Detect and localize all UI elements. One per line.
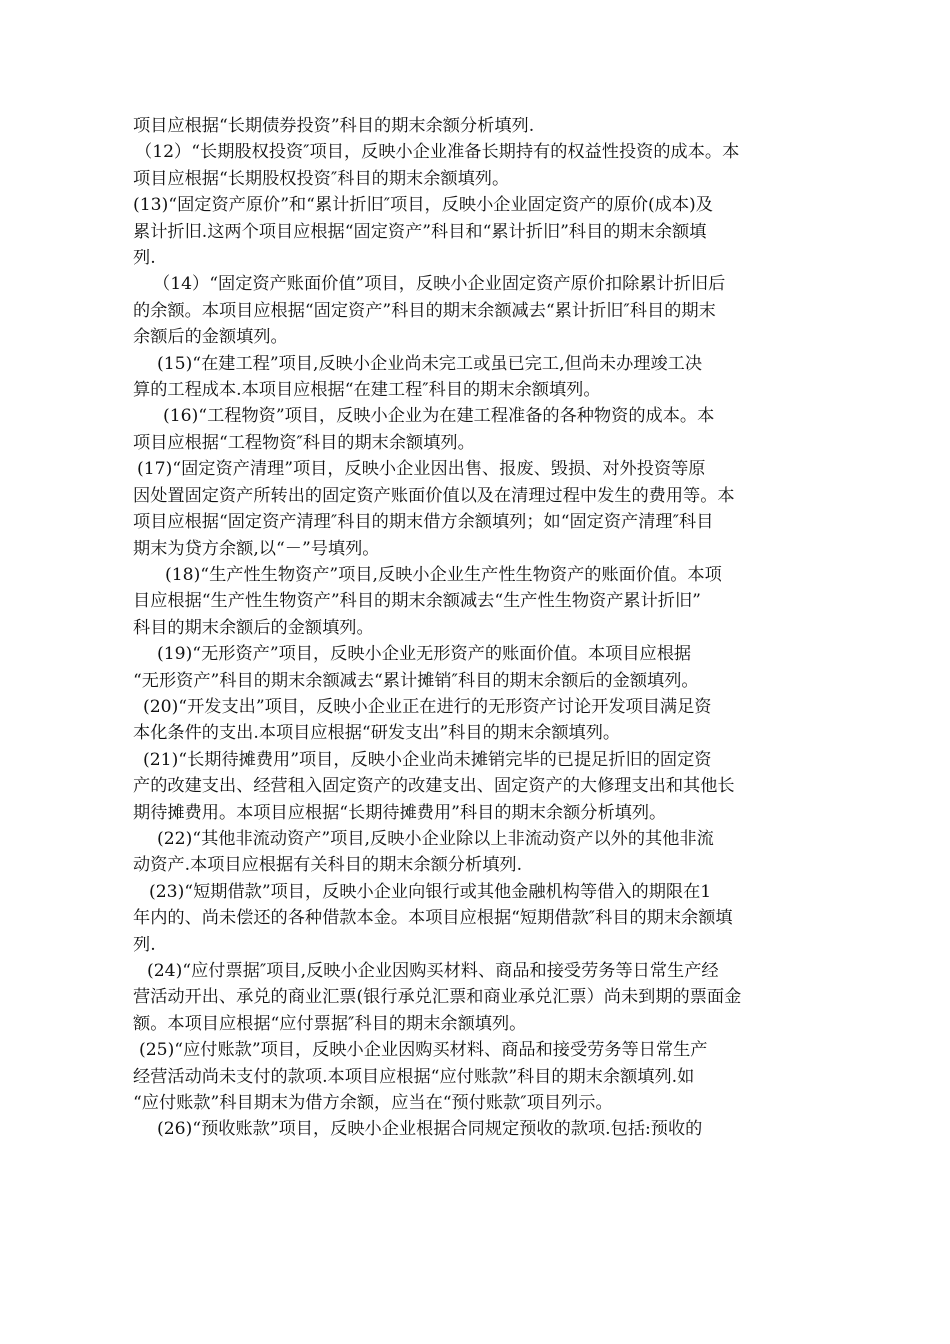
text-line: (17)“固定资产清理”项目，反映小企业因出售、报废、毁损、对外投资等原 xyxy=(137,459,706,480)
text-line: (15)“在建工程”项目,反映小企业尚未完工或虽已完工,但尚未办理竣工决 xyxy=(157,353,703,374)
text-line: 本化条件的支出.本项目应根据“研发支出”科目的期末余额填列。 xyxy=(133,723,621,744)
text-line: 动资产.本项目应根据有关科目的期末余额分析填列. xyxy=(133,855,523,876)
text-line: 年内的、尚未偿还的各种借款本金。本项目应根据“短期借款″科目的期末余额填 xyxy=(133,908,733,929)
paragraph xyxy=(133,139,818,192)
paragraph xyxy=(133,403,818,456)
text-line: 项目应根据“长期股权投资″科目的期末余额填列。 xyxy=(133,168,510,189)
text-line: (26)“预收账款”项目，反映小企业根据合同规定预收的款项.包括:预收的 xyxy=(157,1119,703,1140)
paragraph xyxy=(133,1037,818,1116)
paragraph xyxy=(133,1116,818,1142)
paragraph xyxy=(133,641,818,694)
paragraph xyxy=(133,271,818,350)
paragraph xyxy=(133,113,818,139)
text-line: 额。本项目应根据“应付票据″科目的期末余额填列。 xyxy=(133,1013,527,1034)
text-line: （14）“固定资产账面价值”项目，反映小企业固定资产原价扣除累计折旧后 xyxy=(153,274,726,295)
paragraph xyxy=(133,694,818,747)
text-line: (19)“无形资产”项目，反映小企业无形资产的账面价值。本项目应根据 xyxy=(157,644,692,665)
paragraph xyxy=(133,826,818,879)
text-line: 产的改建支出、经营租入固定资产的改建支出、固定资产的大修理支出和其他长 xyxy=(133,776,735,797)
text-line: 项目应根据“工程物资″科目的期末余额填列。 xyxy=(133,432,475,453)
document-body xyxy=(133,113,818,1143)
text-line: 期末为贷方余额,以“－”号填列。 xyxy=(133,538,380,559)
text-line: 期待摊费用。本项目应根据“长期待摊费用”科目的期末余额分析填列。 xyxy=(133,802,667,823)
text-line: 列. xyxy=(133,934,156,955)
paragraph xyxy=(133,958,818,1037)
paragraph xyxy=(133,192,818,271)
text-line: 余额后的金额填列。 xyxy=(133,327,288,348)
text-line: 目应根据“生产性生物资产”科目的期末余额减去“生产性生物资产累计折旧” xyxy=(133,591,701,612)
paragraph xyxy=(133,562,818,641)
text-line: (24)“应付票据″项目,反映小企业因购买材料、商品和接受劳务等日常生产经 xyxy=(147,961,719,981)
text-line: 的余额。本项目应根据“固定资产”科目的期末余额减去“累计折旧″科目的期末 xyxy=(133,300,716,321)
paragraph xyxy=(133,351,818,404)
paragraph xyxy=(133,747,818,826)
paragraph xyxy=(133,456,818,562)
text-line: 因处置固定资产所转出的固定资产账面价值以及在清理过程中发生的费用等。本 xyxy=(133,485,735,506)
text-line: (18)“生产性生物资产”项目,反映小企业生产性生物资产的账面价值。本项 xyxy=(165,564,722,585)
text-line: (20)“开发支出”项目，反映小企业正在进行的无形资产讨论开发项目满足资 xyxy=(143,696,712,717)
text-line: (21)“长期待摊费用”项目，反映小企业尚未摊销完毕的已提足折旧的固定资 xyxy=(143,749,712,770)
text-line: (22)“其他非流动资产”项目,反映小企业除以上非流动资产以外的其他非流 xyxy=(157,828,714,849)
text-line: 项目应根据“长期债券投资”科目的期末余额分析填列. xyxy=(133,116,535,136)
text-line: 列. xyxy=(133,248,156,269)
text-line: 项目应根据“固定资产清理″科目的期末借方余额填列；如“固定资产清理″科目 xyxy=(133,512,714,533)
text-line: (16)“工程物资”项目，反映小企业为在建工程准备的各种物资的成本。本 xyxy=(163,406,715,427)
text-line: 累计折旧.这两个项目应根据“固定资产”科目和“累计折旧”科目的期末余额填 xyxy=(133,221,707,242)
text-line: “应付账款”科目期末为借方余额，应当在“预付账款″项目列示。 xyxy=(133,1093,613,1114)
text-line: 营活动开出、承兑的商业汇票(银行承兑汇票和商业承兑汇票）尚未到期的票面金 xyxy=(133,987,742,1008)
text-line: “无形资产”科目的期末余额减去“累计摊销″科目的期末余额后的金额填列。 xyxy=(133,670,699,691)
text-line: (25)“应付账款”项目，反映小企业因购买材料、商品和接受劳务等日常生产 xyxy=(139,1040,708,1061)
text-line: 经营活动尚未支付的款项.本项目应根据“应付账款”科目的期末余额填列.如 xyxy=(133,1066,695,1087)
text-line: (13)“固定资产原价”和“累计折旧″项目，反映小企业固定资产的原价(成本)及 xyxy=(133,195,713,216)
paragraph xyxy=(133,879,818,958)
text-line: (23)“短期借款”项目，反映小企业向银行或其他金融机构等借入的期限在1 xyxy=(149,881,712,902)
text-line: 科目的期末余额后的金额填列。 xyxy=(133,617,374,638)
text-line: （12）“长期股权投资″项目，反映小企业准备长期持有的权益性投资的成本。本 xyxy=(135,142,740,163)
text-line: 算的工程成本.本项目应根据“在建工程″科目的期末余额填列。 xyxy=(133,380,601,401)
